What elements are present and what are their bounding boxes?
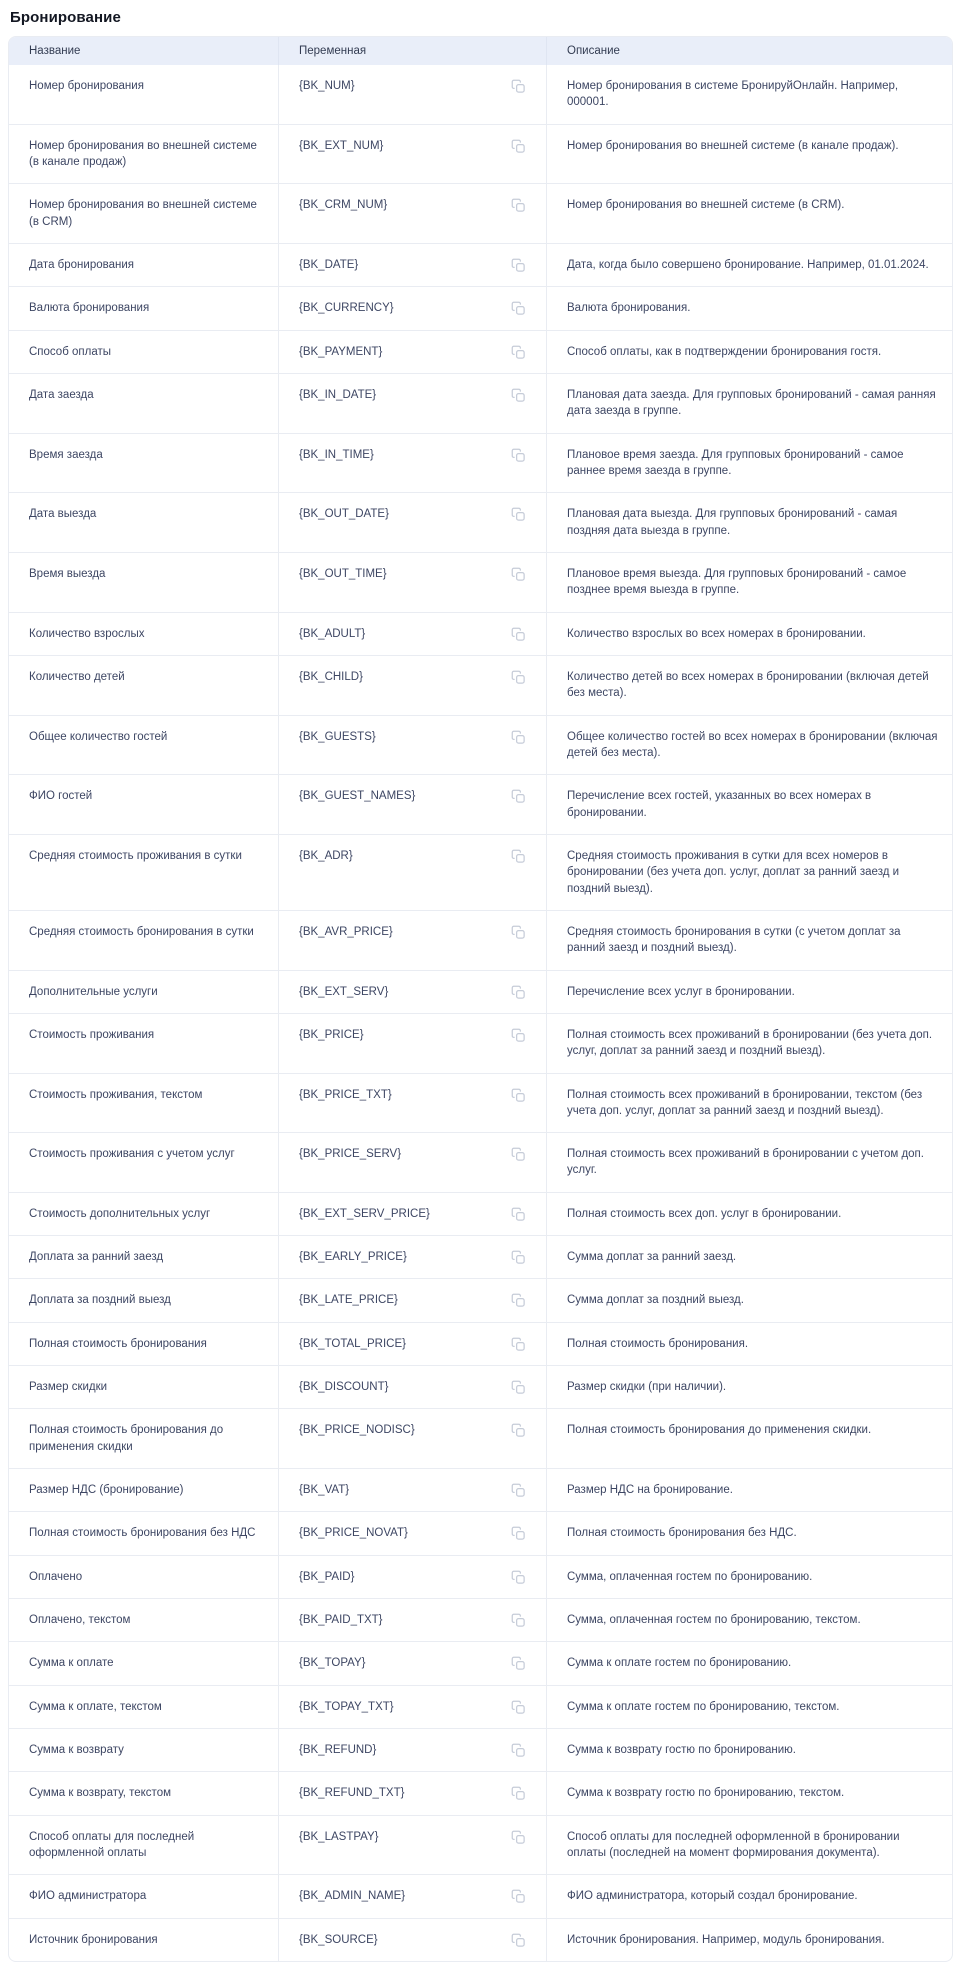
variable-cell (278, 1014, 546, 1073)
variable-code: {BK_PAID} (299, 1570, 355, 1583)
variable-cell (278, 493, 546, 552)
variable-code: {BK_TOTAL_PRICE} (299, 1337, 406, 1350)
variable-description: Плановая дата выезда. Для групповых бронирований - самая поздняя дата выезда в группе. (546, 493, 952, 552)
copy-icon (511, 345, 526, 360)
variable-cell (278, 287, 546, 329)
variable-description: Способ оплаты, как в подтверждении бронирования гостя. (546, 331, 952, 373)
copy-icon (511, 507, 526, 522)
variable-code: {BK_ADR} (299, 849, 353, 862)
variable-description: Средняя стоимость проживания в сутки для всех номеров в бронировании (без учета доп. услуг, доплат за ранний заезд и поздний выезд). (546, 835, 952, 910)
variable-cell (278, 1366, 546, 1408)
variable-description: Сумма к оплате гостем по бронированию, текстом. (546, 1686, 952, 1728)
variable-name: Сумма к оплате, текстом (29, 1700, 162, 1713)
copy-icon (511, 139, 526, 154)
variable-cell (278, 1279, 546, 1321)
variable-name: ФИО администратора (29, 1890, 147, 1903)
variable-description: Полная стоимость бронирования до применения скидки. (546, 1409, 952, 1468)
variable-name: Размер скидки (29, 1381, 108, 1394)
copy-icon (511, 448, 526, 463)
copy-button[interactable] (511, 1570, 526, 1585)
variable-code: {BK_REFUND} (299, 1744, 377, 1757)
table-row (9, 774, 952, 834)
variable-description: Плановое время выезда. Для групповых бронирований - самое позднее время выезда в группе. (546, 553, 952, 612)
variable-cell (278, 1686, 546, 1728)
copy-icon (511, 1786, 526, 1801)
table-row (9, 612, 952, 655)
variable-name: Оплачено, текстом (29, 1614, 131, 1627)
variable-name: Количество детей (29, 670, 125, 683)
copy-button[interactable] (511, 1207, 526, 1222)
variable-name: Стоимость проживания с учетом услуг (29, 1148, 235, 1161)
variable-name: Время заезда (29, 448, 103, 461)
table-row (9, 970, 952, 1013)
variable-cell (278, 553, 546, 612)
variable-cell (278, 1512, 546, 1554)
variable-cell (278, 434, 546, 493)
variable-description: Количество детей во всех номерах в бронировании (включая детей без места). (546, 656, 952, 715)
variable-description: Дата, когда было совершено бронирование. Например, 01.01.2024. (546, 244, 952, 286)
variable-description: Номер бронирования во внешней системе (в CRM). (546, 184, 952, 243)
table-row (9, 433, 952, 493)
variable-name: Количество взрослых (29, 627, 145, 640)
variable-cell (278, 244, 546, 286)
variable-name: Дата выезда (29, 508, 97, 521)
variable-cell (278, 1193, 546, 1235)
variable-code: {BK_IN_TIME} (299, 448, 374, 461)
copy-button[interactable] (511, 198, 526, 213)
copy-icon (511, 985, 526, 1000)
variable-cell (278, 1642, 546, 1684)
copy-icon (511, 1483, 526, 1498)
copy-button[interactable] (511, 1483, 526, 1498)
copy-icon (511, 79, 526, 94)
copy-icon (511, 925, 526, 940)
copy-button[interactable] (511, 1743, 526, 1758)
copy-icon (511, 1147, 526, 1162)
copy-button[interactable] (511, 1250, 526, 1265)
table-row (9, 1555, 952, 1598)
copy-icon (511, 1028, 526, 1043)
table-row (9, 1468, 952, 1511)
copy-icon (511, 1700, 526, 1715)
copy-icon (511, 789, 526, 804)
copy-button[interactable] (511, 1380, 526, 1395)
variable-code: {BK_GUEST_NAMES} (299, 790, 416, 803)
variable-name: Доплата за поздний выезд (29, 1294, 171, 1307)
copy-button[interactable] (511, 849, 526, 864)
copy-icon (511, 670, 526, 685)
column-header-description: Описание (546, 37, 952, 65)
table-row (9, 373, 952, 433)
table-row (9, 910, 952, 970)
variable-code: {BK_OUT_DATE} (299, 508, 389, 521)
table-header-row (9, 37, 952, 65)
copy-button[interactable] (511, 507, 526, 522)
copy-button[interactable] (511, 1889, 526, 1904)
table-row (9, 1918, 952, 1961)
table-row (9, 243, 952, 286)
variable-code: {BK_EARLY_PRICE} (299, 1251, 407, 1264)
booking-variables-table (8, 36, 953, 1962)
copy-button[interactable] (511, 1933, 526, 1948)
variable-code: {BK_NUM} (299, 80, 355, 92)
copy-button[interactable] (511, 1700, 526, 1715)
variable-code: {BK_PRICE} (299, 1028, 364, 1041)
variable-description: Полная стоимость всех проживаний в бронировании с учетом доп. услуг. (546, 1133, 952, 1192)
variable-name: Полная стоимость бронирования без НДС (29, 1527, 256, 1540)
variable-cell (278, 1772, 546, 1814)
variable-name: Оплачено (29, 1570, 83, 1583)
variable-description: Средняя стоимость бронирования в сутки (с учетом доплат за ранний заезд и поздний выезд). (546, 911, 952, 970)
variable-name: Полная стоимость бронирования (29, 1337, 207, 1350)
table-row (9, 1235, 952, 1278)
variable-description: Полная стоимость бронирования. (546, 1323, 952, 1365)
variable-cell (278, 656, 546, 715)
variable-name: Валюта бронирования (29, 302, 150, 315)
variable-name: Стоимость проживания, текстом (29, 1088, 203, 1101)
variable-code: {BK_IN_DATE} (299, 388, 377, 401)
variable-description: Полная стоимость всех проживаний в бронировании (без учета доп. услуг, доплат за ранний заезд и поздний выезд). (546, 1014, 952, 1073)
variable-code: {BK_CURRENCY} (299, 302, 394, 315)
variable-code: {BK_TOPAY} (299, 1657, 366, 1670)
copy-button[interactable] (511, 345, 526, 360)
table-row (9, 1132, 952, 1192)
copy-button[interactable] (511, 567, 526, 582)
table-row (9, 1598, 952, 1641)
variable-cell (278, 911, 546, 970)
copy-icon (511, 849, 526, 864)
variable-name: Сумма к оплате (29, 1657, 114, 1670)
variable-code: {BK_ADMIN_NAME} (299, 1890, 406, 1903)
table-row (9, 183, 952, 243)
variable-cell (278, 835, 546, 910)
copy-button[interactable] (511, 1337, 526, 1352)
copy-button[interactable] (511, 670, 526, 685)
variable-cell (278, 1236, 546, 1278)
variable-cell (278, 125, 546, 184)
variable-description: Плановое время заезда. Для групповых бронирований - самое раннее время заезда в группе. (546, 434, 952, 493)
copy-button[interactable] (511, 789, 526, 804)
variable-name: ФИО гостей (29, 790, 93, 803)
variable-description: Сумма к возврату гостю по бронированию, текстом. (546, 1772, 952, 1814)
table-row (9, 492, 952, 552)
variable-code: {BK_PAID_TXT} (299, 1614, 383, 1627)
variable-code: {BK_EXT_SERV} (299, 985, 389, 998)
copy-button[interactable] (511, 79, 526, 94)
variable-cell (278, 716, 546, 775)
copy-button[interactable] (511, 139, 526, 154)
copy-icon (511, 1088, 526, 1103)
copy-icon (511, 1423, 526, 1438)
variable-name: Стоимость проживания (29, 1028, 155, 1041)
variable-description: Общее количество гостей во всех номерах в бронировании (включая детей без места). (546, 716, 952, 775)
variable-cell (278, 1919, 546, 1961)
page-title: Бронирование (10, 9, 121, 26)
copy-icon (511, 627, 526, 642)
copy-button[interactable] (511, 1830, 526, 1845)
variable-description: Способ оплаты для последней оформленной в бронировании оплаты (последней на момент формирования документа). (546, 1816, 952, 1875)
copy-button[interactable] (511, 1293, 526, 1308)
variable-cell (278, 1323, 546, 1365)
variable-code: {BK_PRICE_NODISC} (299, 1424, 415, 1437)
table-row (9, 1641, 952, 1684)
variable-description: Номер бронирования во внешней системе (в канале продаж). (546, 125, 952, 184)
variable-name: Дополнительные услуги (29, 985, 158, 998)
table-body (9, 65, 952, 1961)
variable-cell (278, 1816, 546, 1875)
variable-name: Сумма к возврату (29, 1744, 124, 1757)
variable-code: {BK_SOURCE} (299, 1933, 378, 1946)
variable-name: Размер НДС (бронирование) (29, 1484, 184, 1497)
table-row (9, 1685, 952, 1728)
table-row (9, 330, 952, 373)
copy-button[interactable] (511, 301, 526, 316)
variable-name: Доплата за ранний заезд (29, 1251, 164, 1264)
variable-name: Средняя стоимость бронирования в сутки (29, 925, 254, 938)
variable-code: {BK_OUT_TIME} (299, 567, 387, 580)
variable-cell (278, 971, 546, 1013)
copy-icon (511, 198, 526, 213)
variable-cell (278, 1729, 546, 1771)
copy-button[interactable] (511, 925, 526, 940)
variable-description: ФИО администратора, который создал бронирование. (546, 1875, 952, 1917)
table-row (9, 1365, 952, 1408)
variable-code: {BK_PRICE_TXT} (299, 1088, 392, 1101)
variable-description: Сумма к оплате гостем по бронированию. (546, 1642, 952, 1684)
table-row (9, 1408, 952, 1468)
copy-icon (511, 1613, 526, 1628)
variable-name: Номер бронирования во внешней системе (в канале продаж) (29, 139, 257, 168)
variable-code: {BK_AVR_PRICE} (299, 925, 393, 938)
copy-button[interactable] (511, 1147, 526, 1162)
variable-name: Способ оплаты (29, 345, 111, 358)
copy-button[interactable] (511, 1526, 526, 1541)
variable-cell (278, 775, 546, 834)
variable-description: Сумма доплат за поздний выезд. (546, 1279, 952, 1321)
variable-name: Способ оплаты для последней оформленной оплаты (29, 1830, 195, 1860)
table-row (9, 1192, 952, 1235)
copy-button[interactable] (511, 1613, 526, 1628)
column-header-name: Название (29, 45, 81, 57)
variable-description: Сумма доплат за ранний заезд. (546, 1236, 952, 1278)
copy-icon (511, 258, 526, 273)
copy-button[interactable] (511, 258, 526, 273)
variable-name: Дата заезда (29, 388, 94, 401)
variable-description: Перечисление всех услуг в бронировании. (546, 971, 952, 1013)
copy-icon (511, 1933, 526, 1948)
variable-name: Номер бронирования во внешней системе (в CRM) (29, 199, 257, 228)
variable-cell (278, 1409, 546, 1468)
variable-description: Плановая дата заезда. Для групповых бронирований - самая ранняя дата заезда в группе. (546, 374, 952, 433)
variable-name: Полная стоимость бронирования до применения скидки (29, 1424, 224, 1453)
variable-cell (278, 1556, 546, 1598)
table-row (9, 1874, 952, 1917)
variable-code: {BK_PRICE_SERV} (299, 1148, 402, 1161)
table-row (9, 1278, 952, 1321)
table-row (9, 1771, 952, 1814)
variable-code: {BK_TOPAY_TXT} (299, 1700, 394, 1713)
variable-name: Время выезда (29, 567, 106, 580)
copy-button[interactable] (511, 1088, 526, 1103)
table-row (9, 124, 952, 184)
copy-icon (511, 1250, 526, 1265)
table-row (9, 1511, 952, 1554)
copy-button[interactable] (511, 627, 526, 642)
copy-icon (511, 1570, 526, 1585)
copy-icon (511, 1293, 526, 1308)
variable-code: {BK_LASTPAY} (299, 1830, 379, 1843)
variable-cell (278, 1875, 546, 1917)
variable-description: Перечисление всех гостей, указанных во всех номерах в бронировании. (546, 775, 952, 834)
variable-code: {BK_PRICE_NOVAT} (299, 1527, 408, 1540)
copy-button[interactable] (511, 448, 526, 463)
copy-icon (511, 1337, 526, 1352)
variable-name: Стоимость дополнительных услуг (29, 1207, 211, 1220)
variable-description: Полная стоимость бронирования без НДС. (546, 1512, 952, 1554)
copy-button[interactable] (511, 985, 526, 1000)
variable-cell (278, 331, 546, 373)
copy-icon (511, 301, 526, 316)
variable-code: {BK_DATE} (299, 258, 359, 271)
variable-cell (278, 1074, 546, 1133)
table-row (9, 1728, 952, 1771)
table-row (9, 286, 952, 329)
variable-cell (278, 65, 546, 124)
copy-button[interactable] (511, 1786, 526, 1801)
variable-code: {BK_PAYMENT} (299, 345, 383, 358)
variable-code: {BK_EXT_NUM} (299, 139, 384, 152)
table-row (9, 1013, 952, 1073)
copy-button[interactable] (511, 388, 526, 403)
table-row (9, 655, 952, 715)
variable-cell (278, 184, 546, 243)
variable-code: {BK_CHILD} (299, 670, 363, 683)
copy-icon (511, 1889, 526, 1904)
variable-description: Полная стоимость всех проживаний в бронировании, текстом (без учета доп. услуг, доплат за ранний заезд и поздний выезд). (546, 1074, 952, 1133)
copy-icon (511, 1526, 526, 1541)
variable-cell (278, 1599, 546, 1641)
variable-description: Размер НДС на бронирование. (546, 1469, 952, 1511)
table-row (9, 552, 952, 612)
variable-description: Количество взрослых во всех номерах в бронировании. (546, 613, 952, 655)
variable-description: Размер скидки (при наличии). (546, 1366, 952, 1408)
variable-description: Полная стоимость всех доп. услуг в бронировании. (546, 1193, 952, 1235)
copy-button[interactable] (511, 1423, 526, 1438)
variable-name: Средняя стоимость проживания в сутки (29, 849, 242, 862)
copy-icon (511, 1830, 526, 1845)
variable-code: {BK_CRM_NUM} (299, 199, 388, 212)
variable-description: Валюта бронирования. (546, 287, 952, 329)
variable-code: {BK_LATE_PRICE} (299, 1294, 398, 1307)
variable-name: Дата бронирования (29, 258, 134, 271)
variable-cell (278, 613, 546, 655)
copy-button[interactable] (511, 1028, 526, 1043)
variable-name: Сумма к возврату, текстом (29, 1787, 171, 1800)
copy-icon (511, 567, 526, 582)
table-row (9, 1322, 952, 1365)
copy-icon (511, 730, 526, 745)
variable-code: {BK_GUESTS} (299, 730, 376, 743)
variable-name: Номер бронирования (29, 80, 144, 92)
variable-description: Сумма к возврату гостю по бронированию. (546, 1729, 952, 1771)
table-row (9, 1815, 952, 1875)
copy-icon (511, 1207, 526, 1222)
variable-description: Сумма, оплаченная гостем по бронированию. (546, 1556, 952, 1598)
copy-icon (511, 1743, 526, 1758)
column-header-variable: Переменная (278, 37, 546, 65)
variable-description: Номер бронирования в системе БронируйОнлайн. Например, 000001. (546, 65, 952, 124)
variable-code: {BK_VAT} (299, 1484, 350, 1497)
copy-button[interactable] (511, 1656, 526, 1671)
variable-name: Источник бронирования (29, 1933, 158, 1946)
table-row (9, 834, 952, 910)
variable-description: Сумма, оплаченная гостем по бронированию, текстом. (546, 1599, 952, 1641)
table-row (9, 715, 952, 775)
copy-icon (511, 1380, 526, 1395)
table-row (9, 65, 952, 124)
variable-cell (278, 374, 546, 433)
variable-description: Источник бронирования. Например, модуль бронирования. (546, 1919, 952, 1961)
variable-cell (278, 1133, 546, 1192)
variable-code: {BK_REFUND_TXT} (299, 1787, 405, 1800)
variable-code: {BK_ADULT} (299, 627, 366, 640)
copy-icon (511, 388, 526, 403)
copy-icon (511, 1656, 526, 1671)
table-row (9, 1073, 952, 1133)
variable-name: Общее количество гостей (29, 730, 168, 743)
variable-cell (278, 1469, 546, 1511)
copy-button[interactable] (511, 730, 526, 745)
variable-code: {BK_DISCOUNT} (299, 1381, 389, 1394)
variable-code: {BK_EXT_SERV_PRICE} (299, 1207, 430, 1220)
